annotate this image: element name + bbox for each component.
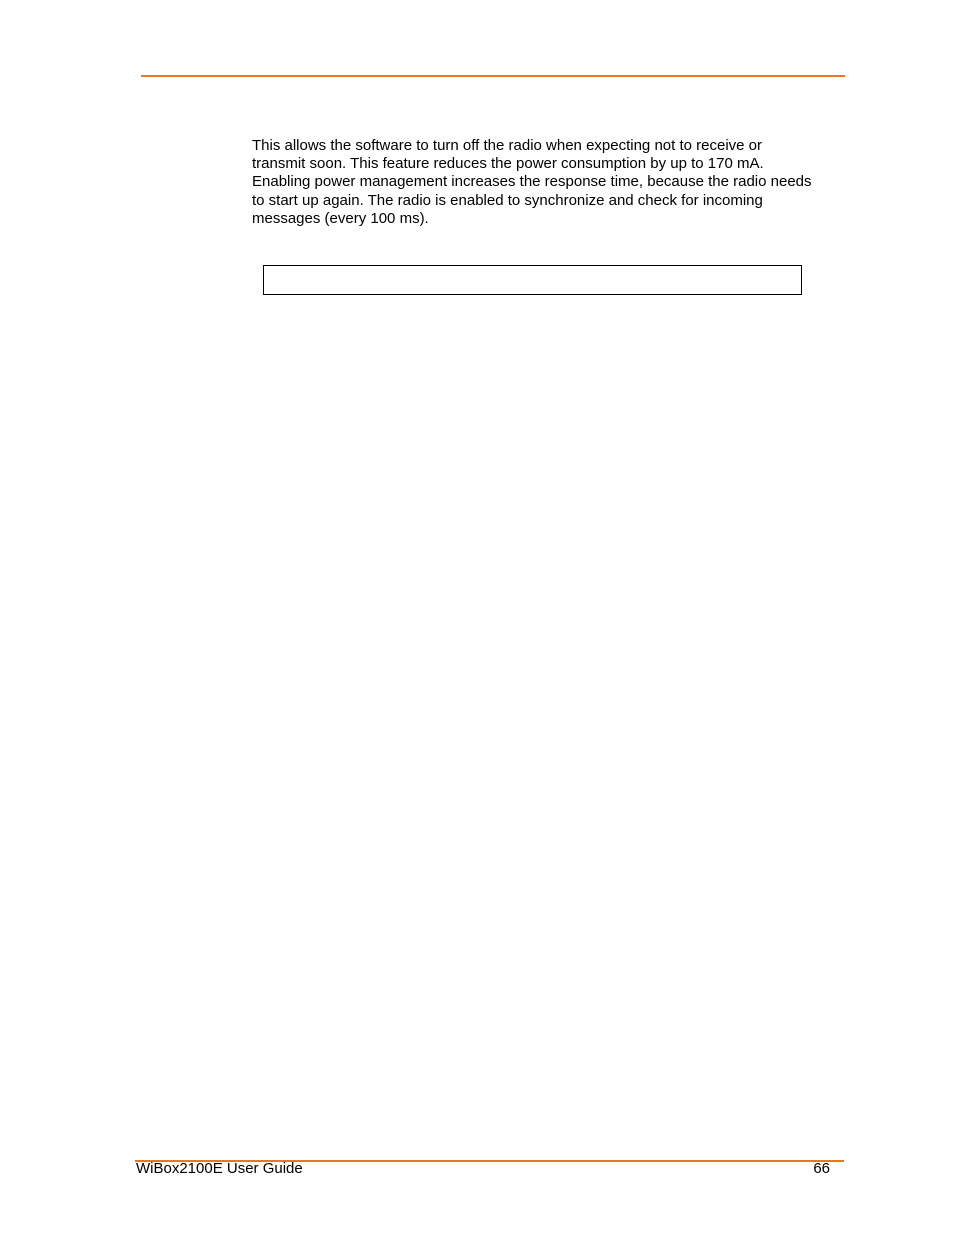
text-line: transmit soon. This feature reduces the power consumption by up to 170 mA. <box>252 155 764 173</box>
footer-page-number: 66 <box>813 1160 830 1177</box>
footer-document-title: WiBox2100E User Guide <box>136 1160 303 1177</box>
text-line: to start up again. The radio is enabled to synchronize and check for incoming <box>252 191 763 209</box>
text-line: messages (every 100 ms). <box>252 209 429 227</box>
text-line: Enabling power management increases the response time, because the radio needs <box>252 173 812 191</box>
text-line: This allows the software to turn off the radio when expecting not to receive or <box>252 137 762 154</box>
power-management-description <box>252 137 852 228</box>
header-rule <box>141 75 845 77</box>
empty-figure-box <box>263 265 802 295</box>
